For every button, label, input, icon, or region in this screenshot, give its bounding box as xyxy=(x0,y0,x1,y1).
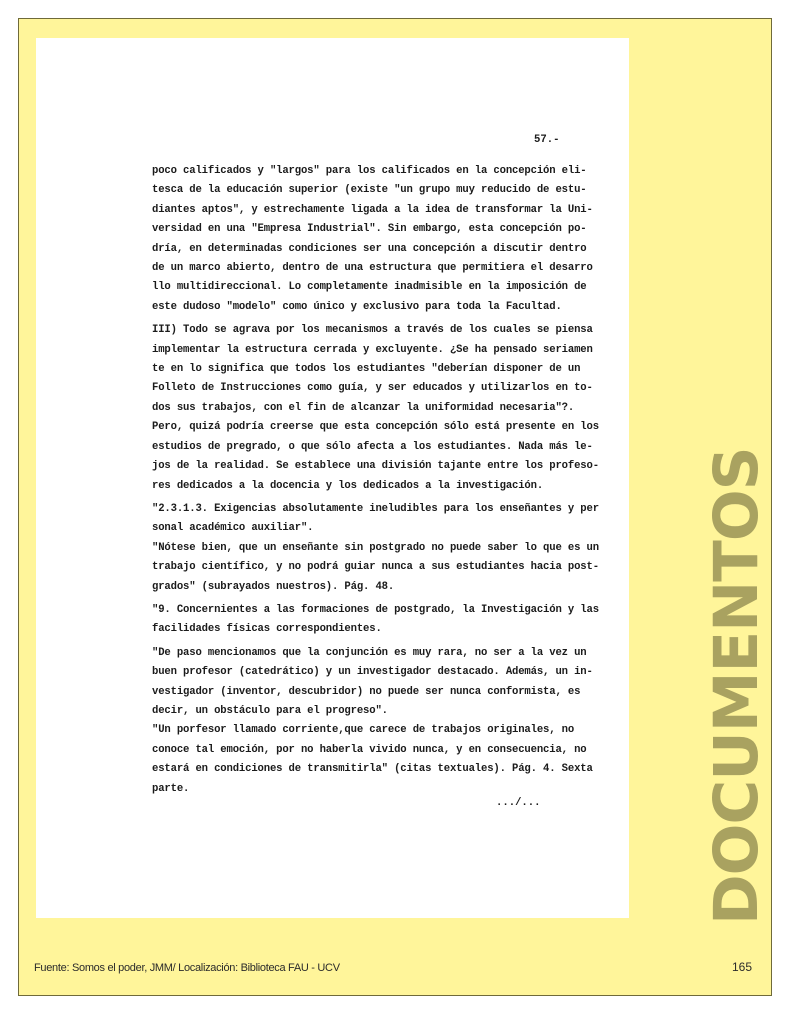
text-line: "Un porfesor llamado corriente,que carece de trabajos originales, no xyxy=(152,724,575,737)
footer-page-number: 165 xyxy=(732,960,753,974)
section-title-vertical: DOCUMENTOS xyxy=(701,447,772,925)
text-line: "Nótese bien, que un enseñante sin postgrado no puede saber lo que es un xyxy=(152,541,599,554)
text-line: facilidades físicas correspondientes. xyxy=(152,623,382,636)
text-line: III) Todo se agrava por los mecanismos a través de los cuales se piensa xyxy=(152,324,593,337)
text-line: grados" (subrayados nuestros). Pág. 48. xyxy=(152,580,395,593)
continuation-mark: .../... xyxy=(496,797,541,809)
typed-text xyxy=(152,162,612,803)
text-line: estudios de pregrado, o que sólo afecta a los estudiantes. Nada más le- xyxy=(152,440,593,453)
text-line: implementar la estructura cerrada y excluyente. ¿Se ha pensado seriamen xyxy=(152,343,593,356)
document-paragraph xyxy=(152,162,612,317)
text-line: trabajo científico, y no podrá guiar nunca a sus estudiantes hacia post- xyxy=(152,561,599,574)
text-line: este dudoso "modelo" como único y exclusivo para toda la Facultad. xyxy=(152,300,562,313)
text-line: de un marco abierto, dentro de una estructura que permitiera el desarro xyxy=(152,262,593,275)
text-line: buen profesor (catedrático) y un investigador destacado. Además, un in- xyxy=(152,666,593,679)
document-paragraph xyxy=(152,601,612,640)
text-line: "De paso mencionamos que la conjunción es muy rara, no ser a la vez un xyxy=(152,646,587,659)
text-line: decir, un obstáculo para el progreso". xyxy=(152,704,388,717)
text-line: te en lo significa que todos los estudiantes "deberían disponer de un xyxy=(152,363,581,376)
text-line: sonal académico auxiliar". xyxy=(152,522,314,535)
text-line: llo multidireccional. Lo completamente inadmisible en la imposición de xyxy=(152,281,587,294)
text-line: poco calificados y "largos" para los calificados en la concepción eli- xyxy=(152,165,587,177)
document-paragraph xyxy=(152,500,612,597)
text-line: Folleto de Instrucciones como guía, y ser educados y utilizarlos en to- xyxy=(152,382,593,395)
document-page-number: 57.- xyxy=(534,134,560,146)
text-line: "9. Concernientes a las formaciones de postgrado, la Investigación y las xyxy=(152,603,599,616)
text-line: parte. xyxy=(152,782,190,795)
text-line: jos de la realidad. Se establece una división tajante entre los profeso- xyxy=(152,460,599,473)
text-line: estará en condiciones de transmitirla" (citas textuales). Pág. 4. Sexta xyxy=(152,763,593,776)
text-line: vestigador (inventor, descubridor) no puede ser nunca conformista, es xyxy=(152,685,581,698)
text-line: dos sus trabajos, con el fin de alcanzar la uniformidad necesaria"?. xyxy=(152,401,575,414)
footer-source: Fuente: Somos el poder, JMM/ Localización: Biblioteca FAU - UCV xyxy=(34,962,340,974)
text-line: "2.3.1.3. Exigencias absolutamente ineludibles para los enseñantes y per xyxy=(152,502,599,515)
text-line: conoce tal emoción, por no haberla vivido nunca, y en consecuencia, no xyxy=(152,743,587,756)
text-line: diantes aptos", y estrechamente ligada a la idea de transformar la Uni- xyxy=(152,203,593,216)
document-paragraph xyxy=(152,321,612,496)
text-line: Pero, quizá podría creerse que esta concepción sólo está presente en los xyxy=(152,421,599,434)
document-paragraph xyxy=(152,644,612,799)
text-line: res dedicados a la docencia y los dedicados a la investigación. xyxy=(152,479,544,492)
text-line: versidad en una "Empresa Industrial". Sin embargo, esta concepción po- xyxy=(152,223,587,236)
text-line: tesca de la educación superior (existe "un grupo muy reducido de estu- xyxy=(152,184,587,197)
text-line: dría, en determinadas condiciones ser una concepción a discutir dentro xyxy=(152,242,587,255)
